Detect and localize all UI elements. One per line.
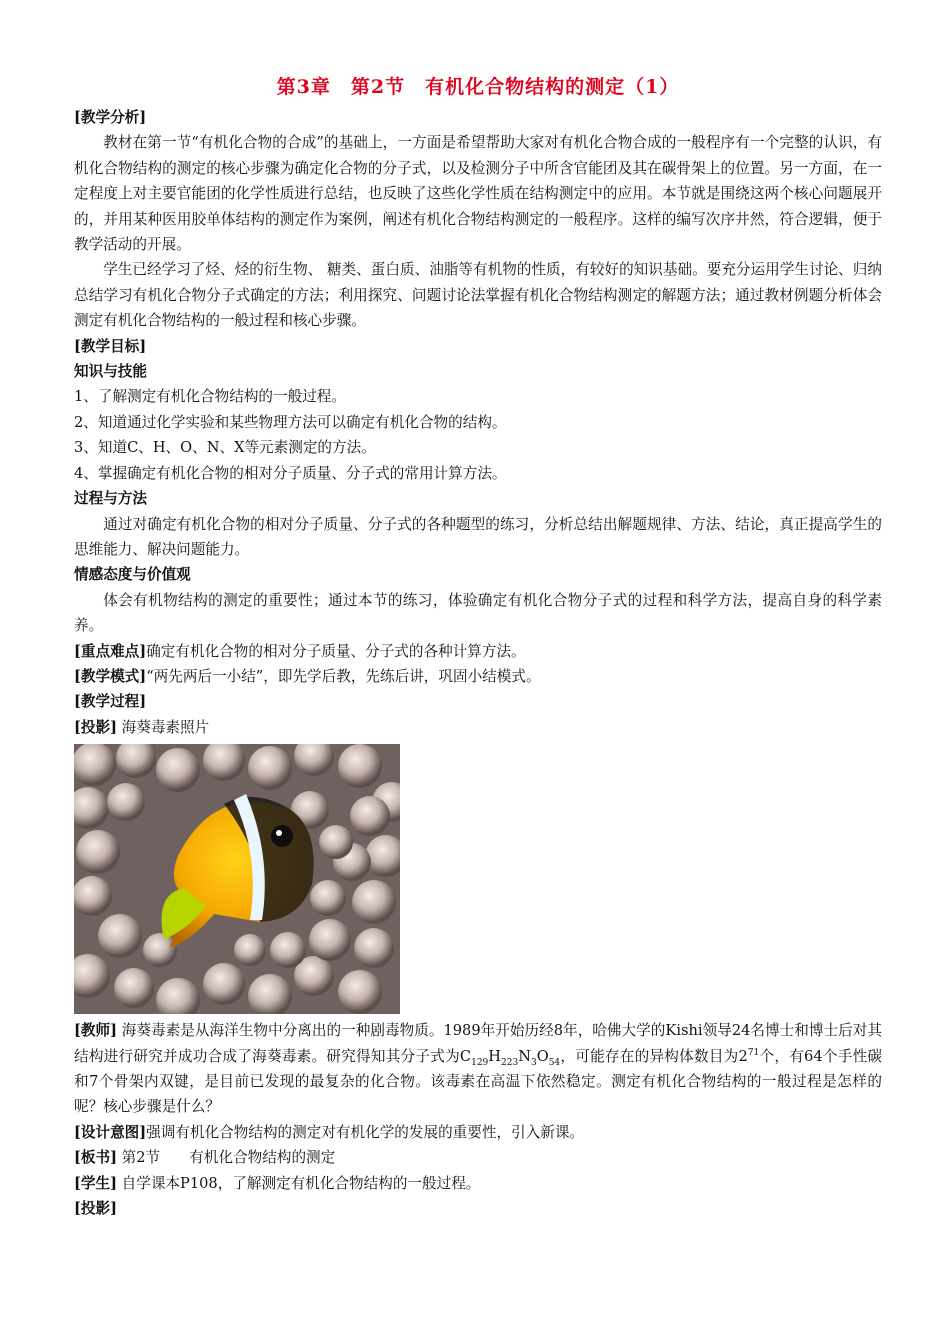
board-label: [板书] bbox=[74, 1149, 117, 1167]
goal-item: 3、知道C、H、O、N、X等元素测定的方法。 bbox=[74, 439, 376, 457]
formula-sub-n: 3 bbox=[531, 1057, 537, 1068]
student-label: [学生] bbox=[74, 1174, 117, 1192]
page-title: 第3章 第2节 有机化合物结构的测定（1） bbox=[276, 76, 680, 98]
analysis-paragraph-2: 学生已经学习了烃、烃的衍生物、 糖类、蛋白质、油脂等有机物的性质，有较好的知识基础。要充分运用学生讨论、归纳总结学习有机化合物分子式确定的方法；利用探究、问题讨论法掌握有机化合物结构测定的解题方法；通过教材例题分析体会测定有机化合物结构的一般过程和核心步骤。 bbox=[74, 261, 882, 330]
key-label: [重点难点] bbox=[74, 642, 147, 660]
board-text: 第2节 有机化合物结构的测定 bbox=[117, 1149, 336, 1167]
key-text: 确定有机化合物的相对分子质量、分子式的各种计算方法。 bbox=[146, 642, 526, 660]
formula-sub-h: 223 bbox=[501, 1057, 519, 1068]
formula-sub-c: 129 bbox=[471, 1057, 489, 1068]
goals-heading: [教学目标] bbox=[74, 337, 147, 355]
teacher-text-a: 海葵毒素是从海洋生物中分离出的一种剧毒物质。1989年开始历经8年，哈佛大学的Kishi领导24名博士和博士后对其结构进行研究并成功合成了海葵毒素。研究得知其分子式为C bbox=[74, 1022, 883, 1065]
process-paragraph: 通过对确定有机化合物的相对分子质量、分子式的各种题型的练习，分析总结出解题规律、方法、结论，真正提高学生的思维能力、解决问题能力。 bbox=[74, 515, 882, 558]
formula-o: O bbox=[536, 1047, 549, 1065]
board-line bbox=[74, 1145, 882, 1170]
formula-h: H bbox=[488, 1047, 502, 1065]
key-line bbox=[74, 639, 882, 664]
photo-illustration bbox=[74, 744, 400, 1014]
teacher-line bbox=[74, 1018, 882, 1120]
teaching-process-heading: [教学过程] bbox=[74, 693, 147, 711]
anemone-fish-photo bbox=[74, 744, 400, 1014]
student-text: 自学课本P108，了解测定有机化合物结构的一般过程。 bbox=[117, 1174, 481, 1192]
formula-n: N bbox=[518, 1047, 531, 1065]
goal-item: 2、知道通过化学实验和某些物理方法可以确定有机化合物的结构。 bbox=[74, 413, 507, 431]
mode-label: [教学模式] bbox=[74, 667, 147, 685]
design-line bbox=[74, 1120, 882, 1145]
design-text: 强调有机化合物结构的测定对有机化学的发展的重要性，引入新课。 bbox=[146, 1123, 585, 1141]
mode-line bbox=[74, 664, 882, 689]
emotion-heading: 情感态度与价值观 bbox=[74, 566, 191, 584]
document-page bbox=[74, 72, 882, 1221]
projection-line bbox=[74, 715, 882, 740]
formula-sub-o: 54 bbox=[548, 1057, 561, 1068]
isomer-exponent: 71 bbox=[747, 1047, 760, 1058]
teacher-label: [教师] bbox=[74, 1022, 118, 1040]
knowledge-heading: 知识与技能 bbox=[74, 363, 147, 381]
goal-item: 4、掌握确定有机化合物的相对分子质量、分子式的常用计算方法。 bbox=[74, 464, 507, 482]
emotion-paragraph: 体会有机物结构的测定的重要性；通过本节的练习，体验确定有机化合物分子式的过程和科学方法，提高自身的科学素养。 bbox=[74, 591, 882, 635]
projection-text: 海葵毒素照片 bbox=[117, 718, 210, 736]
mode-text: “两先两后一小结”，即先学后教，先练后讲，巩固小结模式。 bbox=[146, 667, 541, 685]
analysis-paragraph-1: 教材在第一节“有机化合物的合成”的基础上，一方面是希望帮助大家对有机化合物合成的一般程序有一个完整的认识，有机化合物结构的测定的核心步骤为确定化合物的分子式，以及检测分子中所含官能团及其在碳骨架上的位置。另一方面，在一定程度上对主要官能团的化学性质进行总结，也反映了这些化学性质在结构测定中的应用。本节就是围绕这两个核心问题展开的，并用某种医用胶单体结构的测定作为案例，阐述有机化合物结构测定的一般程序。这样的编写次序井然，符合逻辑，便于教学活动的开展。 bbox=[74, 134, 882, 254]
teacher-text-c: 个，有64个手性碳和7个骨架内双键，是目前已发现的最复杂的化合物。该毒素在高温下依然稳定。测定有机化合物结构的一般过程是怎样的呢？核心步骤是什么？ bbox=[74, 1047, 883, 1116]
goal-item: 1、了解测定有机化合物结构的一般过程。 bbox=[74, 388, 346, 406]
projection-2-heading: [投影] bbox=[74, 1200, 117, 1217]
teacher-text-b: ，可能存在的异构体数目为2 bbox=[560, 1047, 748, 1065]
student-line bbox=[74, 1171, 882, 1196]
process-heading: 过程与方法 bbox=[74, 490, 147, 508]
design-label: [设计意图] bbox=[74, 1123, 147, 1141]
analysis-heading: [教学分析] bbox=[74, 109, 147, 126]
projection-label: [投影] bbox=[74, 718, 117, 736]
